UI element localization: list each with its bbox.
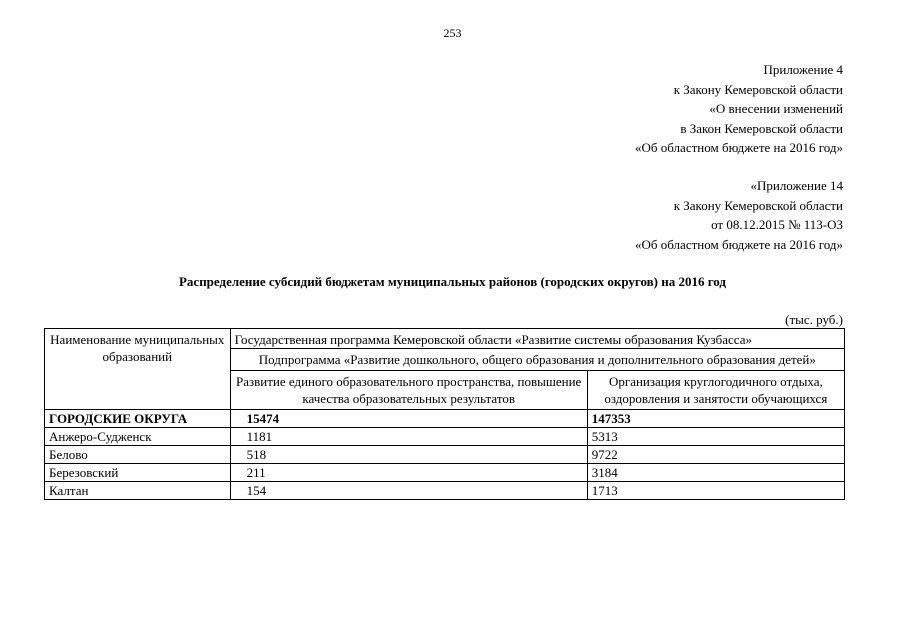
header-program: Государственная программа Кемеровской области «Развитие системы образования Кузбасса» [230, 329, 844, 349]
header-municipality: Наименование муниципальных образований [45, 329, 231, 410]
appendix-line: «Приложение 14 [750, 178, 843, 193]
row-value-b: 5313 [587, 428, 844, 446]
units-label: (тыс. руб.) [785, 312, 843, 327]
row-value-b: 9722 [587, 446, 844, 464]
appendix-line: к Закону Кемеровской области [673, 81, 843, 97]
row-value-b: 147353 [587, 410, 844, 428]
appendix-line: «Об областном бюджете на 2016 год» [635, 236, 843, 252]
row-name: Калтан [45, 482, 231, 500]
table-row [45, 410, 845, 428]
appendix-line: от 08.12.2015 № 113-ОЗ [711, 217, 843, 233]
document-title: Распределение субсидий бюджетам муниципальных районов (городских округов) на 2016 год [178, 274, 727, 289]
subsidy-table [44, 328, 845, 500]
appendix-line: «О внесении изменений [709, 101, 843, 117]
appendix-line: в Закон Кемеровской области [680, 120, 843, 136]
table-row [45, 446, 845, 464]
header-column-a: Развитие единого образовательного пространства, повышение качества образовательных результатов [230, 371, 587, 410]
appendix-line: «Об областном бюджете на 2016 год» [635, 140, 843, 156]
appendix-line: к Закону Кемеровской области [673, 197, 843, 213]
row-value-b: 3184 [587, 464, 844, 482]
row-value-a: 15474 [230, 410, 587, 428]
header-column-b: Организация круглогодичного отдыха, оздоровления и занятости обучающихся [587, 371, 844, 410]
row-value-b: 1713 [587, 482, 844, 500]
table-row [45, 464, 845, 482]
inner-appendix-header [635, 176, 843, 254]
row-value-a: 154 [230, 482, 587, 500]
row-value-a: 211 [230, 464, 587, 482]
row-value-a: 1181 [230, 428, 587, 446]
header-subprogram: Подпрограмма «Развитие дошкольного, общего образования и дополнительного образования детей» [230, 349, 844, 371]
appendix-header [635, 60, 843, 158]
table-row [45, 482, 845, 500]
row-name: Березовский [45, 464, 231, 482]
page-number: 253 [443, 26, 462, 40]
row-value-a: 518 [230, 446, 587, 464]
row-name: ГОРОДСКИЕ ОКРУГА [45, 410, 231, 428]
table-row [45, 428, 845, 446]
row-name: Белово [45, 446, 231, 464]
row-name: Анжеро-Судженск [45, 428, 231, 446]
appendix-line: Приложение 4 [763, 62, 843, 77]
